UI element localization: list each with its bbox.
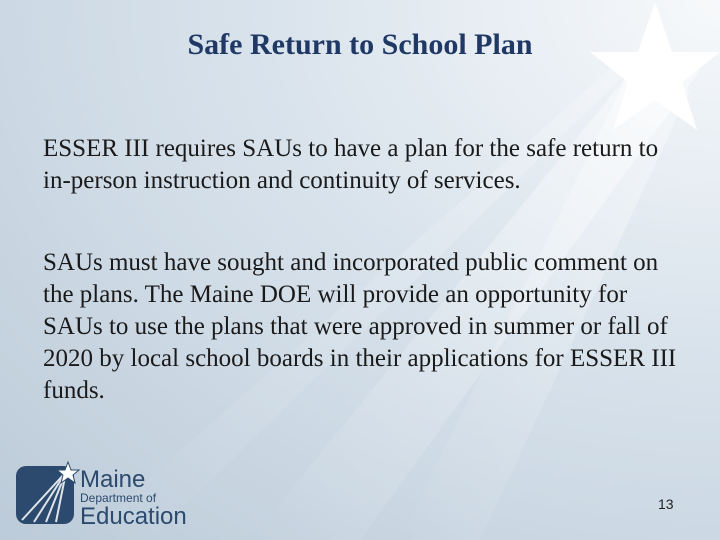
- logo-education: Education: [80, 503, 187, 530]
- slide-title: Safe Return to School Plan: [187, 28, 533, 61]
- logo-department: Department of: [80, 491, 157, 505]
- page-number: 13: [658, 496, 674, 512]
- logo-wordmark: [80, 468, 187, 529]
- paragraph-esser-plan: ESSER III requires SAUs to have a plan for the safe return to in-person instruction and continuity of services.: [43, 135, 659, 194]
- logo-maine: Maine: [80, 466, 146, 493]
- paragraph-public-comment: SAUs must have sought and incorporated public comment on the plans. The Maine DOE will provide an opportunity for SAUs to use the plans that were approved in summer or fall of 2020 by local school boards in their applications for ESSER III funds.: [43, 249, 677, 404]
